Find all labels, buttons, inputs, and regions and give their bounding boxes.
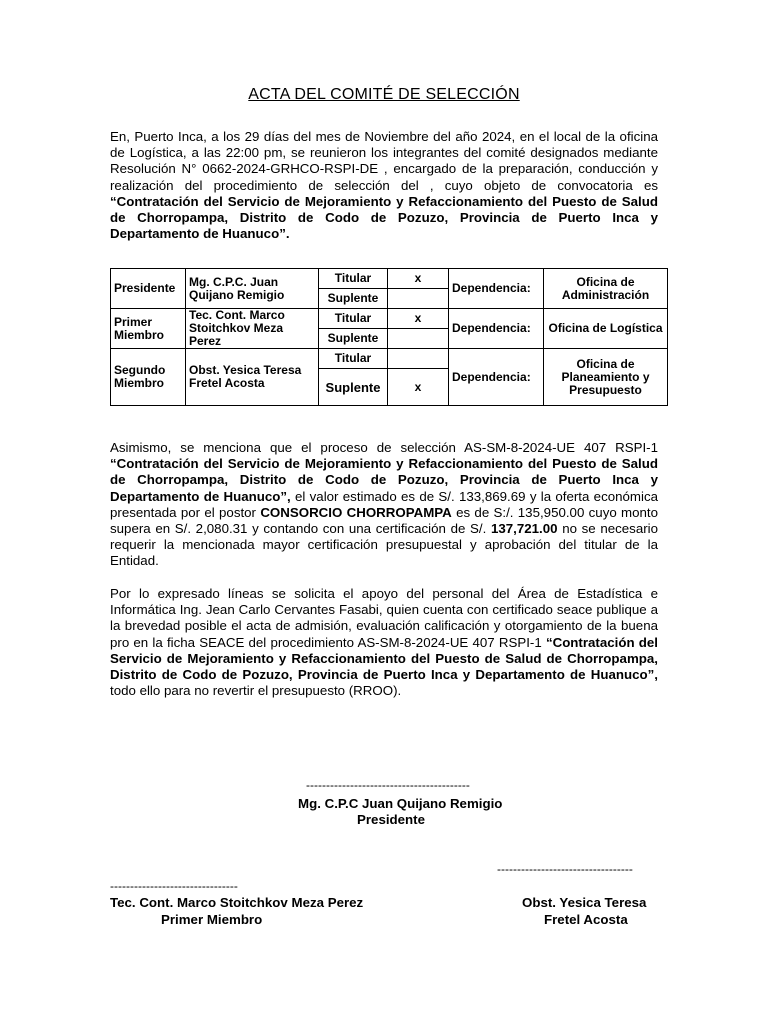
suplente-label: Suplente [319,289,388,309]
budget-paragraph [110,440,658,570]
dependencia-label: Dependencia: [449,309,544,349]
request-paragraph [110,586,658,699]
titular-mark: x [388,269,449,289]
first-member-signature-name: Tec. Cont. Marco Stoitchkov Meza Perez [110,895,364,910]
budget-text-4: no se necesario requerir la mencionada mayor certificación presupuestal y aprobación del titular de la Entidad. [110,521,658,569]
committee-table [110,268,668,406]
budget-text-3: es de S:/. 135,950.00 cuyo monto supera en S/. 2,080.31 y contando con una certificación de S/. [110,504,658,537]
dependencia-label: Dependencia: [449,349,544,406]
titular-mark [388,349,449,369]
signature-line-first-member: -------------------------------- [110,879,238,893]
signature-line-president: ----------------------------------------- [306,778,470,792]
certification-amount: 137,721.00 [490,521,558,537]
budget-text-2: el valor estimado es de S/. 133,869.69 y la oferta económica presentada por el postor [110,488,658,520]
second-member-signature-name-2: Fretel Acosta [544,912,628,927]
role-cell: Presidente [111,269,186,309]
budget-text-1: Asimismo, se menciona que el proceso de selección AS-SM-8-2024-UE 407 RSPI-1 [110,440,658,455]
first-member-signature-role: Primer Miembro [161,912,263,927]
second-member-signature-name-1: Obst. Yesica Teresa [522,895,647,910]
suplente-label: Suplente [319,369,388,406]
name-cell: Obst. Yesica Teresa Fretel Acosta [186,349,319,406]
titular-label: Titular [319,309,388,329]
table-row [111,309,668,329]
request-object: “Contratación del Servicio de Mejoramiento y Refaccionamiento del Puesto de Salud de Chorropampa, Distrito de Codo de Pozuzo, Provincia de Puerto Inca y Departamento de Huanuco”, [110,634,658,683]
president-signature-role: Presidente [357,812,425,827]
request-text-1: Por lo expresado líneas se solicita el apoyo del personal del Área de Estadística e Informática Ing. Jean Carlo Cervantes Fasabi, quien cuenta con certificado seace publique a la brevedad posible el acta de admisión, evaluación calificación y otorgamiento de la buena pro en la ficha SEACE del procedimiento AS-SM-8-2024-UE 407 RSPI-1 [110,586,658,650]
intro-object: “Contratación del Servicio de Mejoramiento y Refaccionamiento del Puesto de Salud de Chorropampa, Distrito de Codo de Pozuzo, Provincia de Puerto Inca y Departamento de Huanuco”. [110,193,658,242]
dependencia-label: Dependencia: [449,269,544,309]
office-cell: Oficina de Logística [544,309,668,349]
name-cell: Tec. Cont. Marco Stoitchkov Meza Perez [186,309,319,349]
signature-line-second-member: ---------------------------------- [497,862,633,876]
role-cell: Segundo Miembro [111,349,186,406]
bidder-name: CONSORCIO CHORROPAMPA [260,504,452,520]
role-cell: Primer Miembro [111,309,186,349]
document-title: ACTA DEL COMITÉ DE SELECCIÓN [248,86,520,103]
president-signature-name: Mg. C.P.C Juan Quijano Remigio [298,796,503,811]
request-text-2: todo ello para no revertir el presupuesto (RROO). [110,683,402,699]
titular-label: Titular [319,269,388,289]
table-row [111,349,668,369]
suplente-mark: x [388,369,449,406]
office-cell: Oficina de Administración [544,269,668,309]
intro-paragraph [110,129,658,242]
suplente-mark [388,289,449,309]
table-row [111,269,668,289]
intro-text: En, Puerto Inca, a los 29 días del mes de Noviembre del año 2024, en el local de la oficina de Logística, a las 22:00 pm, se reunieron los integrantes del comité designados mediante Resolución N° 0662-2024-GRHCO-RSPI-DE , encargado de la preparación, conducción y realización del procedimiento de selección del , cuyo objeto de convocatoria es [110,129,658,193]
suplente-mark [388,329,449,349]
titular-label: Titular [319,349,388,369]
suplente-label: Suplente [319,329,388,349]
budget-object: “Contratación del Servicio de Mejoramiento y Refaccionamiento del Puesto de Salud de Chorropampa, Distrito de Codo de Pozuzo, Provincia de Puerto Inca y Departamento de Huanuco”, [110,456,658,504]
office-cell: Oficina de Planeamiento y Presupuesto [544,349,668,406]
name-cell: Mg. C.P.C. Juan Quijano Remigio [186,269,319,309]
titular-mark: x [388,309,449,329]
